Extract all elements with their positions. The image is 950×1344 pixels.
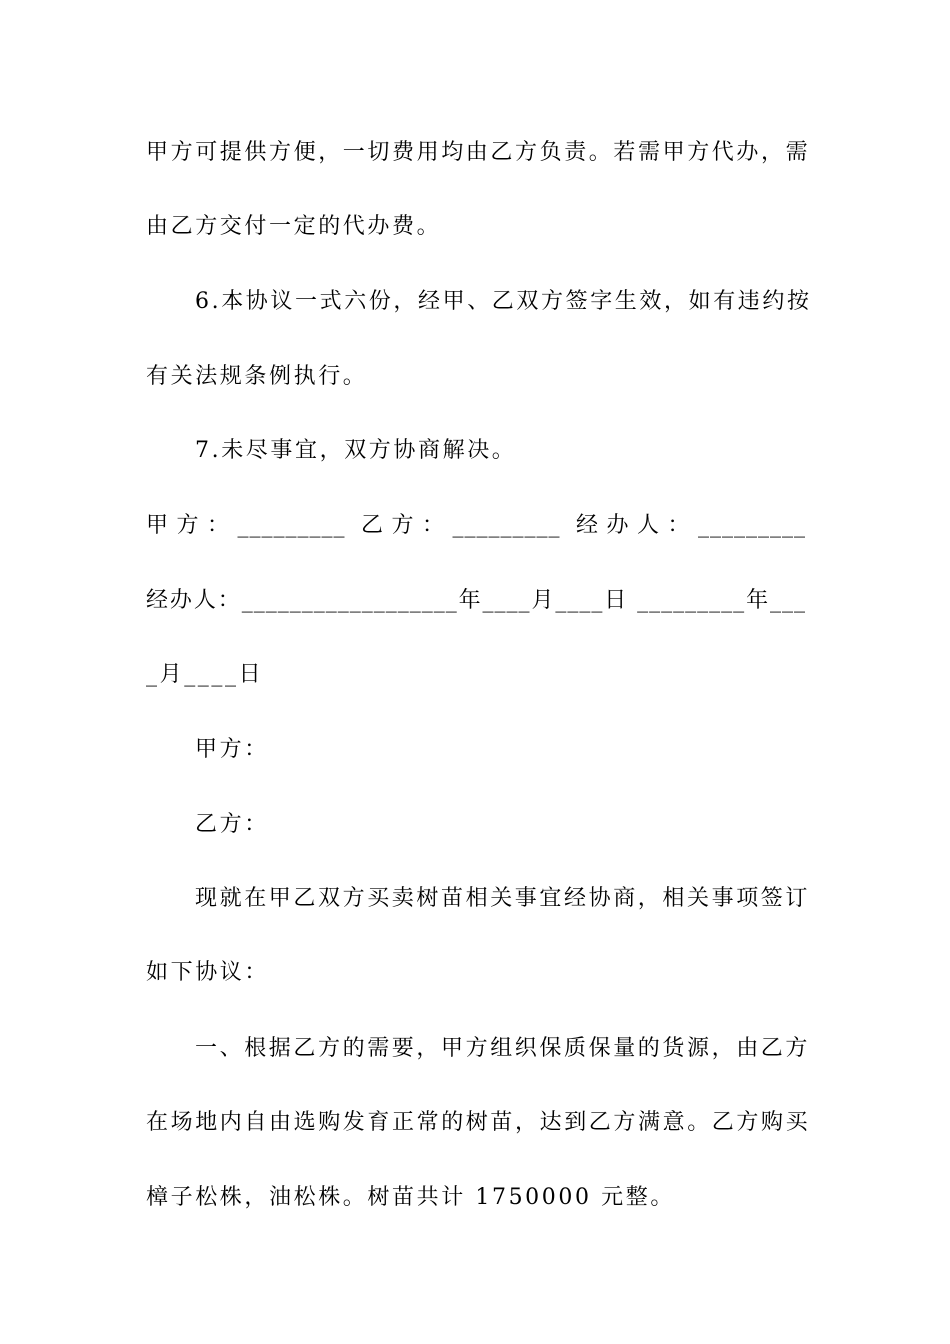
- paragraph-line: 有关法规条例执行。: [146, 364, 368, 389]
- party-b-label: 乙方：: [195, 812, 269, 837]
- clause-6-line: 6.本协议一式六份，经甲、乙双方签字生效，如有违约按: [195, 289, 812, 314]
- paragraph-line: 甲方可提供方便，一切费用均由乙方负责。若需甲方代办，需: [146, 140, 811, 165]
- paragraph-line: 樟子松株，油松株。树苗共计 1750000 元整。: [146, 1185, 675, 1210]
- paragraph-line: 在场地内自由选购发育正常的树苗，达到乙方满意。乙方购买: [146, 1110, 811, 1135]
- signature-line: _月____日: [146, 662, 264, 687]
- clause-7-line: 7.未尽事宜，双方协商解决。: [195, 438, 517, 463]
- clause-1-line: 一、根据乙方的需要，甲方组织保质保量的货源，由乙方: [195, 1036, 811, 1061]
- signature-line: 甲方：_________ 乙方：_________ 经办人：_________: [146, 513, 806, 538]
- paragraph-line: 由乙方交付一定的代办费。: [146, 214, 442, 239]
- paragraph-line: 现就在甲乙双方买卖树苗相关事宜经协商，相关事项签订: [195, 886, 811, 911]
- party-a-label: 甲方：: [195, 737, 269, 762]
- paragraph-line: 如下协议：: [146, 960, 270, 985]
- signature-line: 经办人：__________________年____月____日 _________年___: [146, 588, 806, 613]
